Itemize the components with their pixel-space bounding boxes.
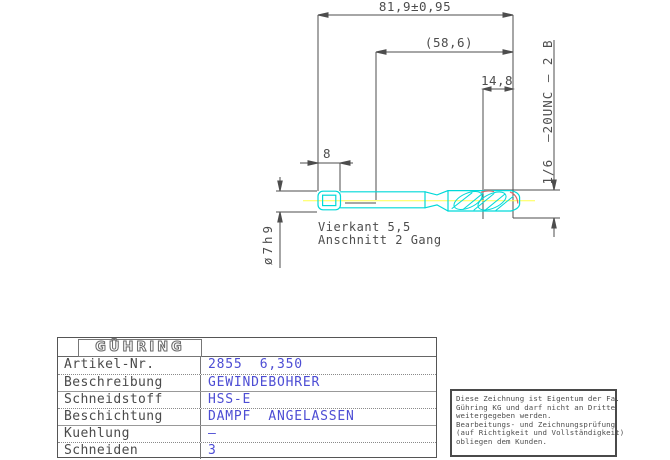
note-line: Diese Zeichnung ist Eigentum der Fa. <box>456 394 620 403</box>
row-value: HSS-E <box>208 392 252 407</box>
table-row <box>58 442 436 459</box>
note-line: weitergegeben werden. <box>456 411 552 421</box>
spec-table <box>57 337 437 458</box>
spec-table-header <box>58 338 436 357</box>
dim-thread-length: 14,8 <box>480 73 514 88</box>
row-value: – <box>208 426 217 441</box>
extension-lines <box>276 15 560 219</box>
row-label: Schneidstoff <box>58 392 201 408</box>
note-line: (auf Richtigkeit und Vollständigkeit) <box>456 428 625 438</box>
row-value: GEWINDEBOHRER <box>208 375 321 390</box>
row-label: Schneiden <box>58 443 201 459</box>
table-row <box>58 357 436 374</box>
row-label: Artikel-Nr. <box>58 357 201 374</box>
dim-square-length: 8 <box>322 146 332 161</box>
row-label: Beschreibung <box>58 375 201 391</box>
row-value: 3 <box>208 443 217 458</box>
table-row <box>58 374 436 391</box>
row-label: Kuehlung <box>58 426 201 442</box>
note-line: Bearbeitungs- und Zeichnungsprüfung <box>456 419 616 429</box>
annotation-chamfer: Anschnitt 2 Gang <box>318 233 442 247</box>
dim-total-length: 81,9±0,95 <box>378 0 452 14</box>
ownership-note <box>450 389 625 457</box>
thread-designation: 1/6 –20UNC – 2 B <box>540 39 555 185</box>
dim-ref-length: (58,6) <box>424 35 474 50</box>
note-line: Gühring KG und darf nicht an Dritte <box>456 402 616 412</box>
guehring-logo: GÜHRING <box>78 339 202 357</box>
row-value: 2855 6,350 <box>208 357 303 372</box>
table-row <box>58 425 436 442</box>
annotation-square: Vierkant 5,5 <box>318 220 411 234</box>
row-value: DAMPF ANGELASSEN <box>208 409 355 424</box>
table-row <box>58 408 436 425</box>
row-label: Beschichtung <box>58 409 201 425</box>
note-line: obliegen dem Kunden. <box>456 436 547 446</box>
table-row <box>58 391 436 408</box>
dim-shank-diameter: ø7h9 <box>260 222 275 266</box>
